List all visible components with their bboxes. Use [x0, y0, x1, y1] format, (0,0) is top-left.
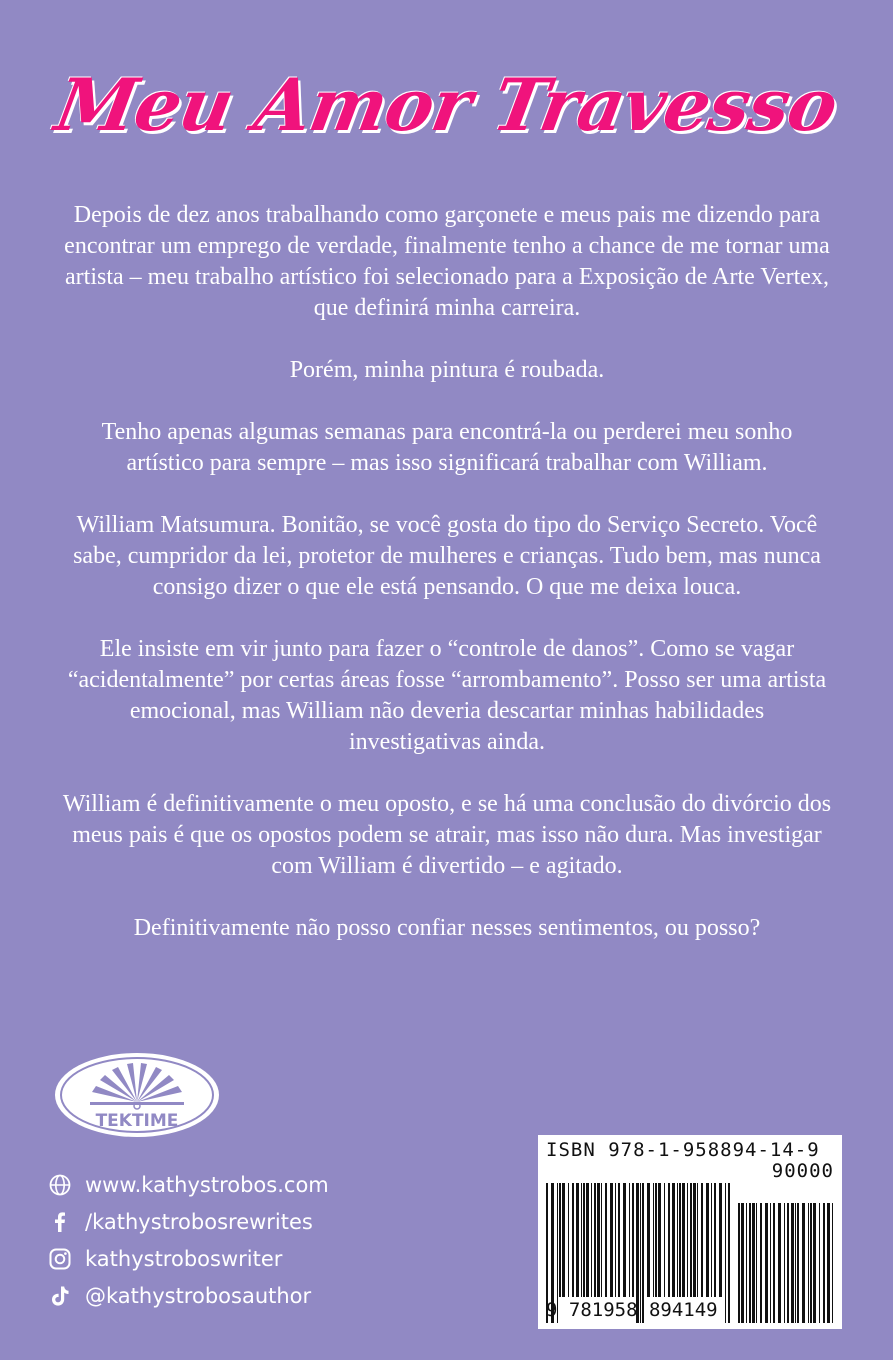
blurb-paragraph: Tenho apenas algumas semanas para encontrá-la ou perderei meu sonho artístico para sempre – mas isso significará trabalhar com William.	[101, 419, 793, 476]
barcode-bar	[714, 1183, 716, 1297]
barcode-bar	[765, 1203, 768, 1323]
barcode-bar	[653, 1183, 654, 1297]
barcode-bar	[770, 1203, 771, 1323]
barcode-bar	[618, 1183, 620, 1297]
barcode-bar	[827, 1203, 830, 1323]
barcode-bar	[823, 1203, 825, 1323]
barcode-bar	[679, 1183, 681, 1297]
barcode-bar	[615, 1183, 616, 1297]
barcode-bar	[756, 1203, 757, 1323]
website-link[interactable]	[48, 1166, 329, 1203]
price-code: 90000	[771, 1160, 834, 1182]
price-addon-bars	[738, 1203, 834, 1323]
barcode-bar	[647, 1183, 650, 1297]
barcode-bar	[706, 1183, 709, 1297]
barcode-bar	[568, 1183, 569, 1297]
barcode-bar	[687, 1183, 688, 1297]
barcode-bar	[773, 1203, 775, 1323]
isbn-barcode	[538, 1135, 842, 1329]
barcode-bar	[623, 1183, 626, 1297]
barcode-bar	[701, 1183, 703, 1297]
facebook-icon	[48, 1210, 72, 1234]
barcode-bar	[664, 1183, 665, 1297]
barcode-bar	[583, 1183, 585, 1297]
blurb-paragraph: Definitivamente não posso confiar nesses sentimentos, ou posso?	[133, 915, 761, 941]
barcode-bar	[832, 1203, 833, 1323]
barcode-bar	[572, 1183, 574, 1297]
barcode-bar	[791, 1203, 794, 1323]
barcode-bar	[576, 1183, 579, 1297]
barcode-bar	[741, 1203, 744, 1323]
barcode-bar	[562, 1183, 565, 1297]
facebook-text: /kathystrobosrewrites	[85, 1209, 313, 1234]
barcode-bar	[819, 1203, 820, 1323]
barcode-bar	[752, 1203, 755, 1323]
ean-digits: 9 781958 894149	[546, 1299, 718, 1321]
barcode-bar	[658, 1183, 661, 1297]
back-cover-blurb	[62, 200, 832, 975]
instagram-link[interactable]	[48, 1240, 329, 1277]
tiktok-link[interactable]	[48, 1277, 329, 1314]
barcode-bar	[586, 1183, 589, 1297]
barcode-bar	[668, 1183, 670, 1297]
globe-icon	[48, 1173, 72, 1197]
barcode-bar	[784, 1203, 785, 1323]
tiktok-icon	[48, 1284, 72, 1308]
isbn-label: ISBN 978-1-958894-14-9	[546, 1139, 820, 1161]
social-links	[48, 1166, 329, 1314]
barcode-bar	[738, 1203, 740, 1323]
website-text: www.kathystrobos.com	[85, 1172, 329, 1197]
barcode-bar	[682, 1183, 685, 1297]
barcode-bar	[597, 1183, 600, 1297]
barcode-bar	[629, 1183, 630, 1297]
barcode-bar	[672, 1183, 675, 1297]
barcode-bar	[746, 1203, 747, 1323]
barcode-bar	[787, 1203, 789, 1323]
barcode-bar	[677, 1183, 678, 1297]
barcode-bar	[810, 1203, 812, 1323]
barcode-bar	[610, 1183, 613, 1297]
barcode-bar	[581, 1183, 582, 1297]
blurb-paragraph: Porém, minha pintura é roubada.	[289, 357, 605, 383]
instagram-text: kathystroboswriter	[85, 1246, 283, 1271]
barcode-bar	[632, 1183, 634, 1297]
barcode-bar	[749, 1203, 751, 1323]
barcode-bar	[711, 1183, 712, 1297]
publisher-name: TEKTIME	[95, 1111, 179, 1131]
barcode-bar	[693, 1183, 696, 1297]
barcode-bar	[605, 1183, 607, 1297]
barcode-bar	[591, 1183, 592, 1297]
barcode-bar	[719, 1183, 722, 1297]
barcode-bar	[559, 1183, 561, 1297]
barcode-bar	[797, 1203, 799, 1323]
book-title: Meu Amor Travesso	[49, 62, 844, 147]
barcode-bar	[690, 1183, 692, 1297]
barcode-bar	[601, 1183, 602, 1297]
barcode-bar	[802, 1203, 805, 1323]
blurb-paragraph: William é definitivamente o meu oposto, e se há uma conclusão do divórcio dos meus pais é que os opostos podem se atrair, mas isso não dura. Mas investigar com William é divertido – e agitado.	[62, 791, 832, 879]
blurb-paragraph: Ele insiste em vir junto para fazer o “controle de danos”. Como se vagar “acidentalmente” por certas áreas fosse “arrombamento”. Posso ser uma artista emocional, mas William não deveria descartar minhas habilidades investigativas ainda.	[67, 636, 827, 755]
barcode-bar	[778, 1203, 781, 1323]
instagram-icon	[48, 1247, 72, 1271]
facebook-link[interactable]	[48, 1203, 329, 1240]
barcode-bar	[808, 1203, 809, 1323]
barcode-bar	[795, 1203, 796, 1323]
blurb-paragraph: Depois de dez anos trabalhando como garçonete e meus pais me dizendo para encontrar um emprego de verdade, finalmente tenho a chance de me tornar uma artista – meu trabalho artístico foi selecionado para a Exposição de Arte Vertex, que definirá minha carreira.	[64, 202, 830, 321]
barcode-bar	[697, 1183, 698, 1297]
barcode-bar	[655, 1183, 657, 1297]
publisher-logo	[52, 1050, 222, 1145]
blurb-paragraph: William Matsumura. Bonitão, se você gosta do tipo do Serviço Secreto. Você sabe, cumpridor da lei, protetor de mulheres e crianças. Tudo bem, mas nunca consigo dizer o que ele está pensando. O que me deixa louca.	[73, 512, 821, 600]
barcode-bar	[813, 1203, 816, 1323]
barcode-bar	[594, 1183, 596, 1297]
barcode-bar	[760, 1203, 762, 1323]
book-fan-logo-icon	[52, 1050, 222, 1145]
tiktok-text: @kathystrobosauthor	[85, 1283, 312, 1308]
